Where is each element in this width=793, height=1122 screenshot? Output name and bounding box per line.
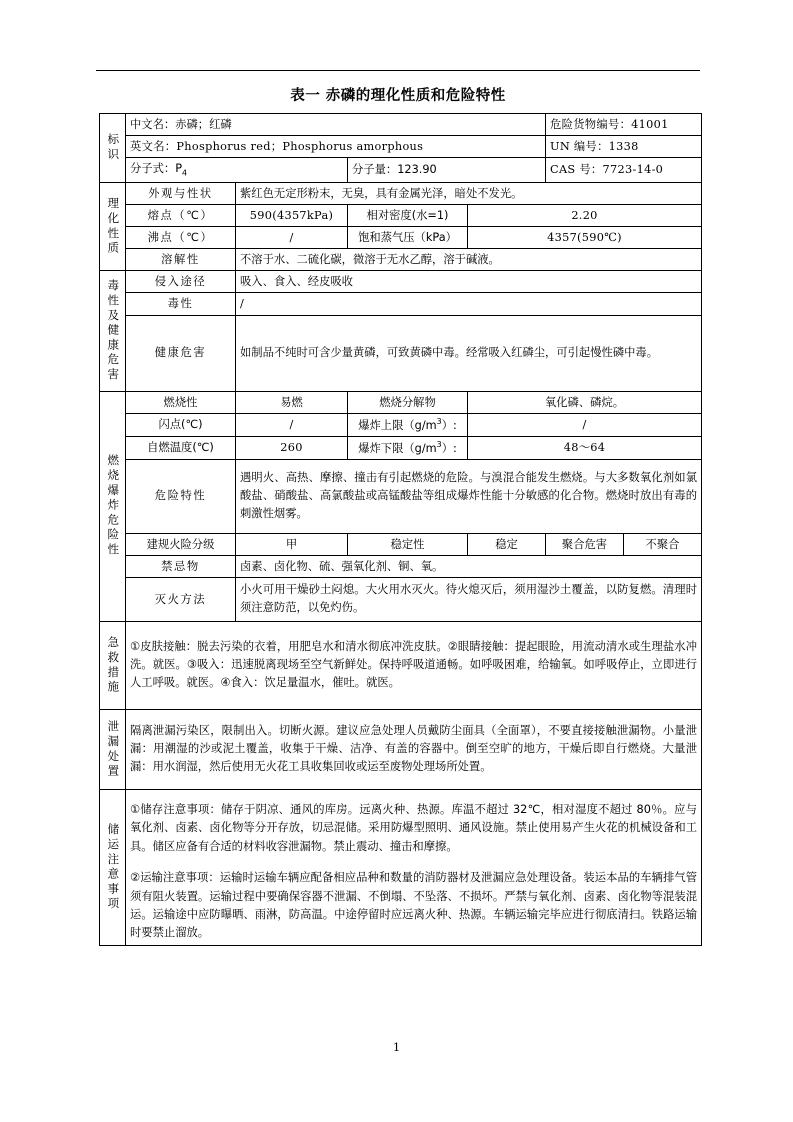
flammability-value: 易燃 [236, 391, 348, 413]
molecular-formula-cell [126, 158, 348, 182]
decomposition-label: 燃烧分解物 [348, 391, 468, 413]
table-row-appearance [100, 182, 702, 204]
table-row-flashpoint [100, 413, 702, 436]
molecular-formula-subscript: 4 [182, 168, 188, 178]
chemical-properties-table [99, 113, 702, 946]
toxicity-value: / [236, 293, 702, 315]
explosion-upper-limit-label [348, 413, 468, 436]
table-row-incompatible [100, 555, 702, 577]
solubility-label: 溶解性 [126, 249, 236, 271]
table-row-toxicity [100, 293, 702, 315]
flashpoint-label: 闪点(℃) [126, 413, 236, 436]
relative-density-value: 2.20 [468, 204, 702, 226]
polymerization-hazard-value: 不聚合 [624, 533, 702, 555]
melting-point-value: 590(4357kPa) [236, 204, 348, 226]
health-hazard-value: 如制品不纯时可含少量黄磷，可致黄磷中毒。经常吸入红磷尘，可引起慢性磷中毒。 [236, 315, 702, 391]
polymerization-hazard-label: 聚合危害 [546, 533, 624, 555]
un-number-cell: UN 编号：1338 [546, 136, 702, 158]
chinese-name-cell: 中文名：赤磷；红磷 [126, 114, 546, 136]
incompatible-materials-label: 禁忌物 [126, 555, 236, 577]
autoignition-value: 260 [236, 436, 348, 459]
explosion-lower-limit-superscript: 3 [436, 439, 442, 449]
health-hazard-label: 健康危害 [126, 315, 236, 391]
section-label-storage: 储运注意事项 [100, 789, 126, 945]
table-row-melting-point [100, 204, 702, 226]
storage-notes-value: ①储存注意事项：储存于阴凉、通风的库房。远离火种、热源。库温不超过 32℃，相对湿度不超过 80％。应与氧化剂、卤素、卤化物等分开存放，切忌混储。采用防爆型照明、通风设施。禁止使用易产生火花的机械设备和工具。储区应备有合适的材料收容泄漏物。禁止震动、撞击和摩擦。 [126, 789, 702, 867]
flammability-label: 燃烧性 [126, 391, 236, 413]
decomposition-value: 氧化磷、磷烷。 [468, 391, 702, 413]
boiling-point-value: / [236, 226, 348, 248]
solubility-value: 不溶于水、二硫化碳，微溶于无水乙醇，溶于碱液。 [236, 249, 702, 271]
invasion-route-label: 侵入途径 [126, 271, 236, 293]
section-label-toxicity: 毒性及健康危害 [100, 271, 126, 391]
table-row-first-aid [100, 621, 702, 709]
incompatible-materials-value: 卤素、卤化物、硫、强氧化剂、铜、氧。 [236, 555, 702, 577]
toxicity-label: 毒性 [126, 293, 236, 315]
page-number: 1 [392, 1040, 401, 1054]
table-row-health-hazard [100, 315, 702, 391]
explosion-lower-limit-suffix: ）: [441, 441, 457, 455]
boiling-point-label: 沸点（℃） [126, 226, 236, 248]
english-name-cell: 英文名：Phosphorus red；Phosphorus amorphous [126, 136, 546, 158]
fire-class-label: 建规火险分级 [126, 533, 236, 555]
molecular-formula-text: 分子式：P [130, 162, 183, 176]
section-label-first-aid: 急救措施 [100, 621, 126, 709]
vapor-pressure-value: 4357(590℃) [468, 226, 702, 248]
section-label-leakage: 泄漏处置 [100, 709, 126, 789]
table-row-chinese-name [100, 114, 702, 136]
autoignition-label: 自燃温度(℃) [126, 436, 236, 459]
relative-density-label: 相对密度(水=1) [348, 204, 468, 226]
explosion-upper-limit-superscript: 3 [436, 416, 442, 426]
cas-number-cell: CAS 号：7723-14-0 [546, 158, 702, 182]
extinguish-method-label: 灭火方法 [126, 577, 236, 621]
invasion-route-value: 吸入、食入、经皮吸收 [236, 271, 702, 293]
table-row-transport [100, 867, 702, 945]
explosion-lower-limit-label [348, 436, 468, 459]
section-label-identification: 标识 [100, 114, 126, 183]
table-row-fire-class [100, 533, 702, 555]
stability-value: 稳定 [468, 533, 546, 555]
appearance-label: 外观与性状 [126, 182, 236, 204]
table-row-extinguish [100, 577, 702, 621]
extinguish-method-value: 小火可用干燥砂土闷熄。大火用水灭火。待火熄灭后，须用湿沙土覆盖，以防复燃。清理时须注意防范，以免灼伤。 [236, 577, 702, 621]
header-rule [96, 70, 700, 71]
table-row-formula [100, 158, 702, 182]
table-row-hazard-characteristics [100, 459, 702, 533]
table-row-boiling-point [100, 226, 702, 248]
explosion-upper-limit-text: 爆炸上限（g/m [358, 418, 437, 432]
table-row-english-name [100, 136, 702, 158]
explosion-upper-limit-suffix: ）: [441, 418, 457, 432]
dangerous-goods-number-cell: 危险货物编号：41001 [546, 114, 702, 136]
hazard-characteristics-value: 遇明火、高热、摩擦、撞击有引起燃烧的危险。与溴混合能发生燃烧。与大多数氧化剂如氯酸盐、硝酸盐、高氯酸盐或高锰酸盐等组成爆炸性能十分敏感的化合物。燃烧时放出有毒的刺激性烟雾。 [236, 459, 702, 533]
explosion-upper-limit-value: / [468, 413, 702, 436]
molecular-weight-cell: 分子量：123.90 [348, 158, 546, 182]
table-row-leakage [100, 709, 702, 789]
stability-label: 稳定性 [348, 533, 468, 555]
transport-notes-value: ②运输注意事项：运输时运输车辆应配备相应品种和数量的消防器材及泄漏应急处理设备。装运本品的车辆排气管须有阻火装置。运输过程中要确保容器不泄漏、不倒塌、不坠落、不损坏。严禁与氧化剂、卤素、卤化物等混装混运。运输途中应防曝晒、雨淋，防高温。中途停留时应远离火种、热源。车辆运输完毕应进行彻底清扫。铁路运输时要禁止溜放。 [126, 867, 702, 945]
hazard-characteristics-label: 危险特性 [126, 459, 236, 533]
vapor-pressure-label: 饱和蒸气压（kPa） [348, 226, 468, 248]
first-aid-value: ①皮肤接触：脱去污染的衣着，用肥皂水和清水彻底冲洗皮肤。②眼睛接触：提起眼睑，用流动清水或生理盐水冲洗。就医。③吸入：迅速脱离现场至空气新鲜处。保持呼吸道通畅。如呼吸困难，给输氧。如呼吸停止，立即进行人工呼吸。就医。④食入：饮足量温水，催吐。就医。 [126, 621, 702, 709]
flashpoint-value: / [236, 413, 348, 436]
appearance-value: 紫红色无定形粉末，无臭，具有金属光泽，暗处不发光。 [236, 182, 702, 204]
table-row-storage [100, 789, 702, 867]
table-row-flammability [100, 391, 702, 413]
section-label-physical: 理化性质 [100, 182, 126, 271]
section-label-combustion: 燃烧爆炸危险性 [100, 391, 126, 621]
page-title: 表一 赤磷的理化性质和危险特性 [290, 88, 506, 104]
table-row-autoignition [100, 436, 702, 459]
fire-class-value: 甲 [236, 533, 348, 555]
explosion-lower-limit-value: 48～64 [468, 436, 702, 459]
table-row-solubility [100, 249, 702, 271]
explosion-lower-limit-text: 爆炸下限（g/m [358, 441, 437, 455]
melting-point-label: 熔点（℃） [126, 204, 236, 226]
table-row-invasion-route [100, 271, 702, 293]
leakage-value: 隔离泄漏污染区，限制出入。切断火源。建议应急处理人员戴防尘面具（全面罩），不要直接接触泄漏物。小量泄漏：用潮湿的沙或泥土覆盖，收集于干燥、洁净、有盖的容器中。倒至空旷的地方，干燥后即自行燃烧。大量泄漏：用水润湿，然后使用无火花工具收集回收或运至废物处理场所处置。 [126, 709, 702, 789]
